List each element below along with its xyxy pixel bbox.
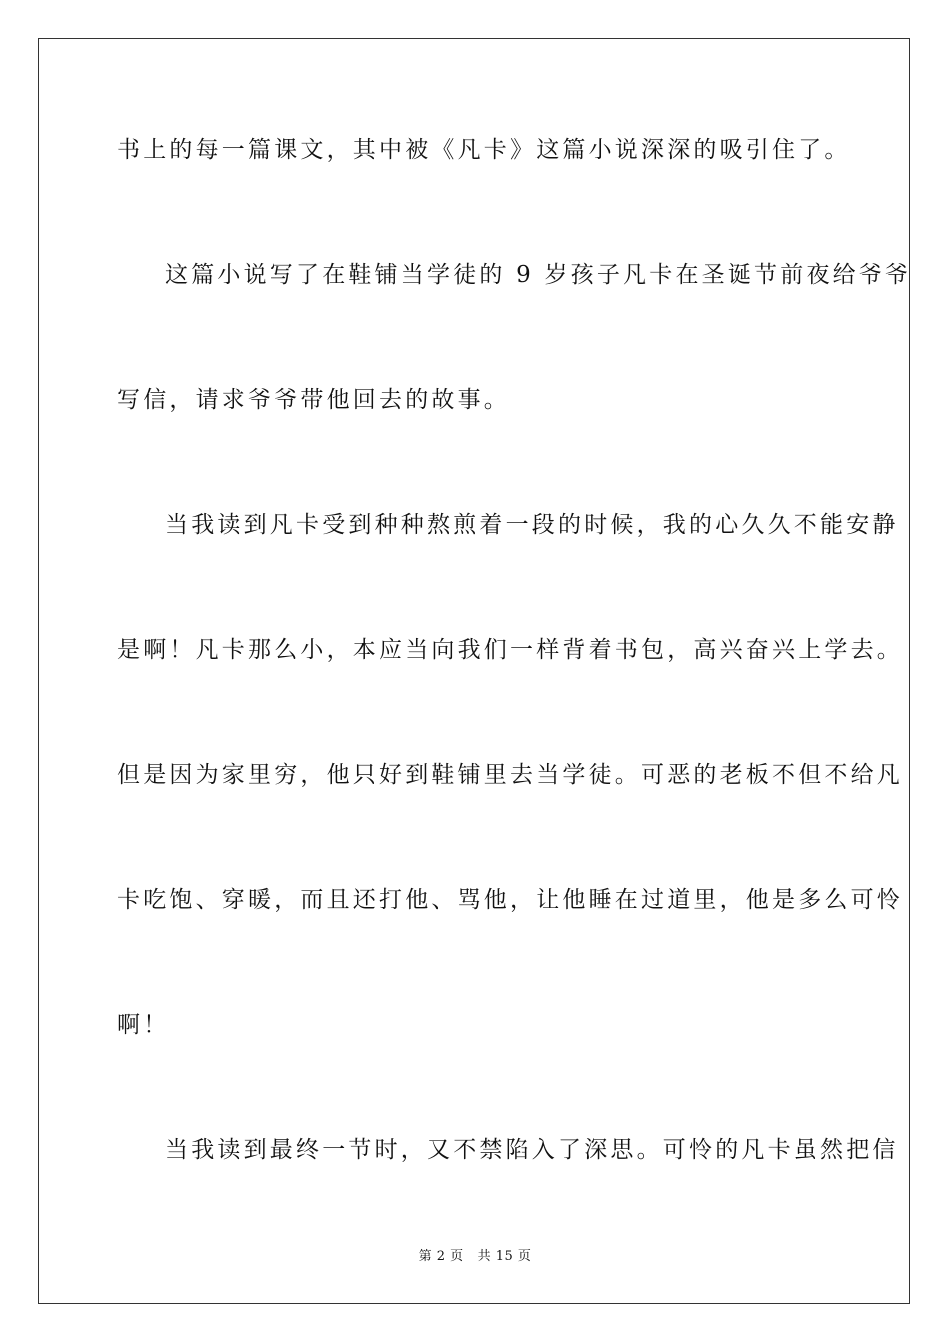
page-total: 共 15 页: [477, 1249, 532, 1264]
text-line-5: 是啊！凡卡那么小，本应当向我们一样背着书包，高兴奋兴上学去。: [117, 637, 903, 663]
text-line-8: 啊！: [117, 1012, 170, 1038]
text-line-3: 写信，请求爷爷带他回去的故事。: [117, 387, 510, 413]
text-line-4: 当我读到凡卡受到种种熬煎着一段的时候，我的心久久不能安静: [165, 512, 899, 538]
text-line-6: 但是因为家里穷，他只好到鞋铺里去当学徒。可恶的老板不但不给凡: [117, 762, 903, 788]
page-border: [38, 38, 910, 1304]
text-line-9: 当我读到最终一节时，又不禁陷入了深思。可怜的凡卡虽然把信: [165, 1137, 899, 1163]
page-number: 第 2 页: [418, 1249, 464, 1264]
page-footer: [0, 1248, 950, 1266]
text-line-2: 这篇小说写了在鞋铺当学徒的 9 岁孩子凡卡在圣诞节前夜给爷爷: [165, 262, 912, 288]
text-line-7: 卡吃饱、穿暖，而且还打他、骂他，让他睡在过道里，他是多么可怜: [117, 887, 903, 913]
text-line-1: 书上的每一篇课文，其中被《凡卡》这篇小说深深的吸引住了。: [117, 137, 851, 163]
